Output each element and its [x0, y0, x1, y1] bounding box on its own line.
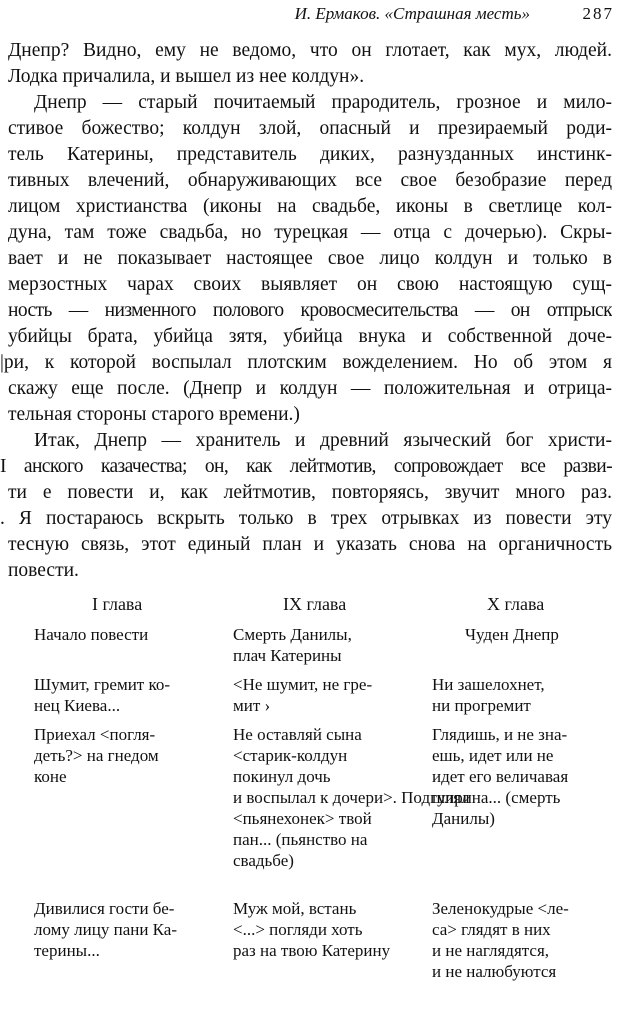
table-cell: Смерть Данилы, плач Катерины	[233, 625, 352, 665]
page-header	[0, 4, 620, 28]
text-line: мерзостных чарах своих выявляет он свою настоящую сущ-	[8, 274, 612, 295]
text-line: Днепр? Видно, ему не ведомо, что он глотает, как мух, людей.	[8, 40, 612, 61]
text-line: повести.	[8, 560, 79, 581]
text-line: дуна, там тоже свадьба, но турецкая — отца с дочерью). Скры-	[8, 222, 612, 243]
column-header: I глава	[92, 594, 143, 614]
text-line: . Я постараюсь вскрыть только в трех отрывках из повести эту	[0, 508, 612, 529]
column-header: IX глава	[283, 594, 347, 614]
table-cell: Зеленокудрые <ле- са> глядят в них и не наглядятся, и не налюбуются	[432, 899, 569, 981]
text-line: вает и не показывает настоящее свое лицо колдун и только в	[8, 248, 612, 269]
table-cell: Дивилися гости бе- лому лицу пани Ка- терины...	[34, 899, 178, 960]
page-number: 287	[582, 4, 614, 23]
running-title: И. Ермаков. «Страшная месть»	[294, 4, 530, 23]
text-line: Лодка причалила, и вышел из нее колдун».	[8, 66, 365, 87]
table-cell: Глядишь, и не зна- ешь, идет или не идет его величавая ширина... (смерть Данилы)	[432, 725, 569, 828]
table-cell: Шумит, гремит ко- нец Киева...	[34, 675, 171, 715]
table-cell: Ни зашелохнет, ни прогремит	[432, 675, 545, 715]
text-line: лицом христианства (иконы на свадьбе, иконы в светлице кол-	[8, 196, 612, 217]
table-cell: Не оставляй сына <старик-колдун покинул дочь и воспылал к дочери>. Подгулял <пьянехонек> твой пан... (пьянство на свадьбе)	[233, 725, 470, 870]
text-line: тель Катерины, представитель диких, разнузданных инстинк-	[8, 144, 612, 165]
text-line: ность — низменного полового кровосмесительства — он отпрыск	[8, 300, 612, 321]
text-line: ти е повести и, как лейтмотив, повторяясь, звучит много раз.	[8, 482, 612, 503]
table-cell: Приехал <погля- деть?> на гнедом коне	[34, 725, 159, 786]
table-cell: Начало повести	[34, 625, 149, 644]
table-cell: Муж мой, встань <...> погляди хоть раз на твою Катерину	[233, 899, 391, 960]
text-line: I анского казачества; он, как лейтмотив, сопровождает все разви-	[0, 456, 612, 477]
column-header: X глава	[487, 594, 545, 614]
table-cell: Чуден Днепр	[465, 625, 559, 644]
text-line: тивных влечений, обнаруживающих все свое безобразие перед	[8, 170, 612, 191]
text-line: тельная стороны старого времени.)	[8, 404, 300, 425]
text-line: тесную связь, этот единый план и указать снова на органичность	[8, 534, 612, 555]
text-line: скажу еще после. (Днепр и колдун — положительная и отрица-	[8, 378, 612, 399]
text-line: стивое божество; колдун злой, опасный и презираемый роди-	[8, 118, 612, 139]
text-line: Днепр — старый почитаемый прародитель, грозное и мило-	[34, 92, 612, 113]
text-line: Итак, Днепр — хранитель и древний языческий бог христи-	[34, 430, 612, 451]
text-line: убийцы брата, убийца зятя, убийца внука и собственной доче-	[8, 326, 612, 347]
table-cell: <Не шумит, не гре- мит ›	[233, 675, 373, 715]
text-line: |ри, к которой воспылал плотским вожделением. Но об этом я	[0, 352, 612, 373]
